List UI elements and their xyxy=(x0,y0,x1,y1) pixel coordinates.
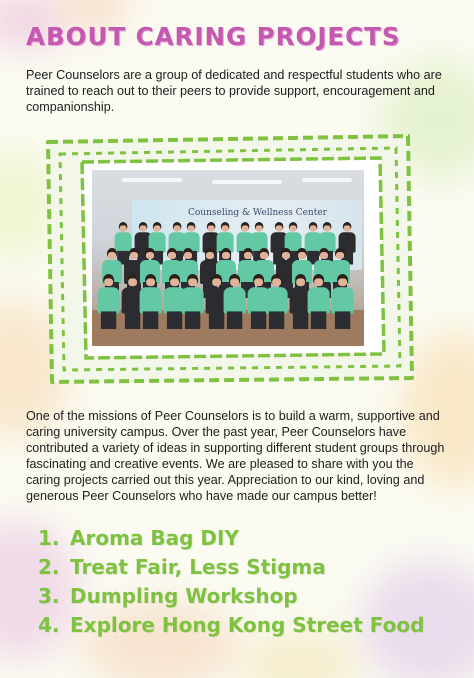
photo-wall-sign: Counseling & Wellness Center xyxy=(188,208,327,218)
project-number: 3. xyxy=(38,584,60,608)
project-number: 2. xyxy=(38,555,60,579)
project-label: Treat Fair, Less Stigma xyxy=(70,555,326,579)
project-label: Explore Hong Kong Street Food xyxy=(70,613,425,637)
intro-paragraph: Peer Counselors are a group of dedicated and respectful students who are trained to reach out to their peers to provide support, encouragement and companionship. xyxy=(26,68,442,114)
project-number: 1. xyxy=(38,526,60,550)
mission-paragraph: One of the missions of Peer Counselors is to build a warm, supportive and caring university campus. Over the past year, Peer Counselors have contributed a variety of ideas in supporting different student groups through fascinating and creative events. We are pleased to share with you the caring projects carried out this year. Appreciation to our kind, loving and generous Peer Counselors who have made our campus better! xyxy=(26,409,445,503)
project-number: 4. xyxy=(38,613,60,637)
projects-list xyxy=(38,524,424,640)
project-label: Aroma Bag DIY xyxy=(70,526,239,550)
project-item xyxy=(38,524,424,553)
group-photo xyxy=(92,170,364,346)
project-item xyxy=(38,582,424,611)
page-title: ABOUT CARING PROJECTS xyxy=(26,22,401,51)
project-label: Dumpling Workshop xyxy=(70,584,298,608)
project-item xyxy=(38,611,424,640)
project-item xyxy=(38,553,424,582)
